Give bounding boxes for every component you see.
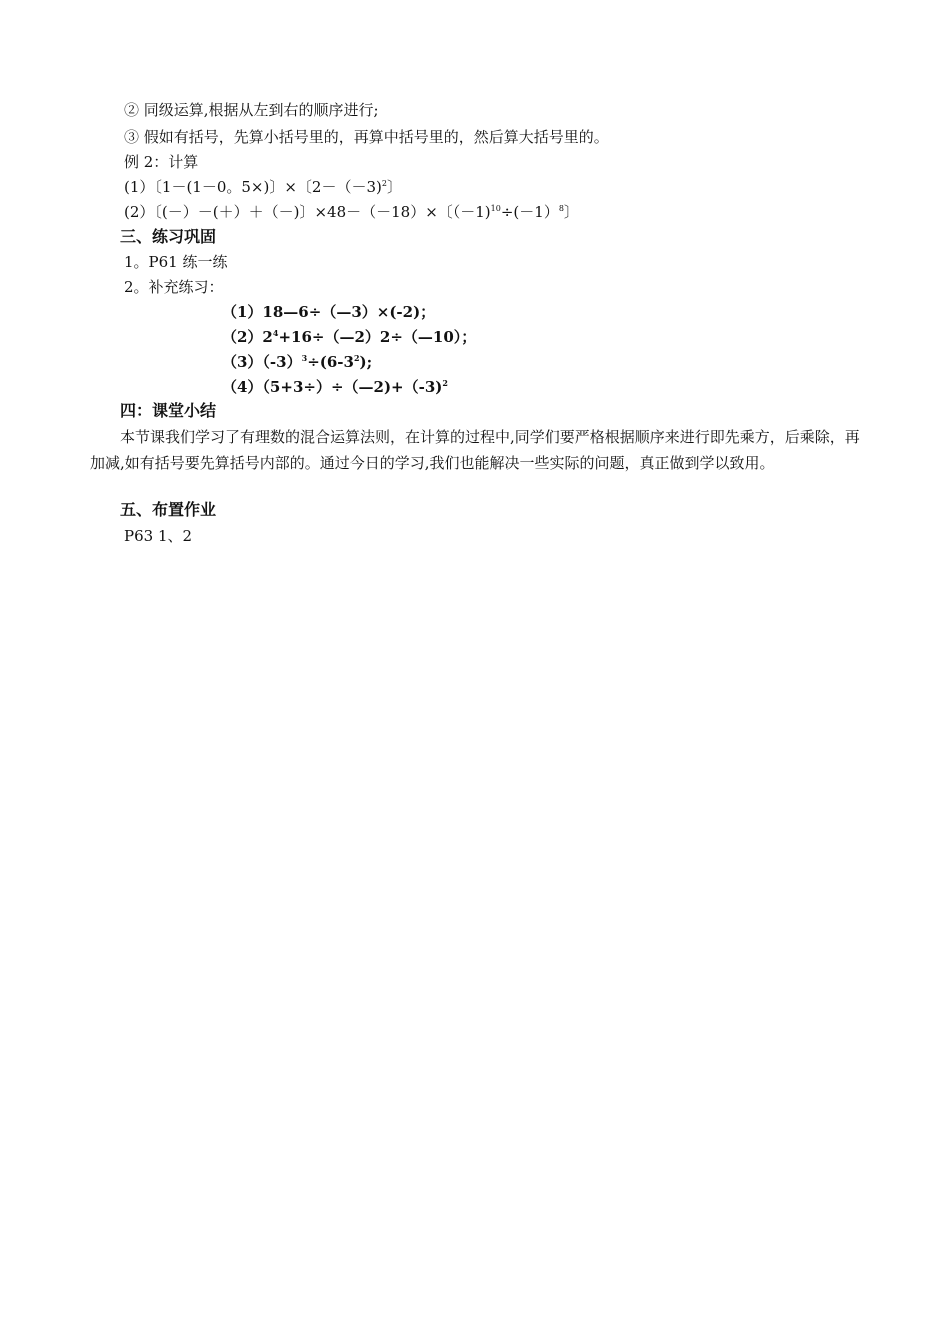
rule-2: ② 同级运算,根据从左到右的顺序进行;	[124, 101, 379, 119]
exercise-3-sup1: 3	[301, 353, 308, 363]
exercise-3	[222, 352, 372, 372]
section-5-heading: 五、布置作业	[120, 500, 217, 519]
exercise-3-b: ÷(6-3	[307, 353, 354, 371]
exercise-4	[222, 377, 448, 397]
exercise-1: （1）18—6÷（—3）×(-2)；	[222, 303, 436, 321]
exercise-2	[222, 327, 476, 347]
summary-paragraph: 本节课我们学习了有理数的混合运算法则，在计算的过程中,同学们要严格根据顺序来进行即先乘方，后乘除，再加减,如有括号要先算括号内部的。通过今日的学习,我们也能解决一些实际的问题，真正做到学以致用。	[90, 428, 860, 472]
exercise-2-a: （2）2	[222, 328, 273, 346]
exercise-2-b: +16÷（—2）2÷（—10）；	[278, 328, 477, 346]
example-item-2-end: 〕	[563, 203, 579, 221]
exercise-4-sup: 2	[442, 378, 448, 388]
example-item-2-sup1: 10	[490, 204, 501, 213]
homework-text: P63 1、2	[124, 527, 193, 545]
section-4-heading: 四：课堂小结	[120, 401, 217, 420]
exercise-3-c: );	[359, 353, 373, 371]
example-item-1-main: (1）〔1－(1－0。5×)〕×〔2－（－3)	[124, 178, 382, 196]
example-item-1-sup: 2	[381, 179, 387, 188]
exercise-3-sup2: 2	[353, 353, 360, 363]
example-item-1-end: 〕	[386, 178, 402, 196]
section-3-heading: 三、练习巩固	[120, 227, 217, 246]
example-item-2-sup2: 8	[558, 204, 564, 213]
example-item-2	[124, 202, 579, 222]
example-item-1	[124, 177, 402, 197]
example-title: 例 2：计算	[124, 153, 199, 171]
example-item-2-main: (2）〔(－）－(＋）＋（－)〕×48－（－18）×〔（－1)	[124, 203, 491, 221]
practice-item-2: 2。补充练习：	[124, 278, 224, 296]
practice-item-1: 1。P61 练一练	[124, 253, 228, 271]
example-item-2-mid: ÷(－1）	[500, 203, 559, 221]
exercise-3-a: （3）（-3）	[222, 353, 302, 371]
exercise-4-a: （4）（5+3÷）÷（—2)+（-3)	[222, 378, 443, 396]
rule-3: ③ 假如有括号，先算小括号里的，再算中括号里的，然后算大括号里的。	[124, 128, 609, 146]
exercise-2-sup: 4	[272, 328, 279, 338]
